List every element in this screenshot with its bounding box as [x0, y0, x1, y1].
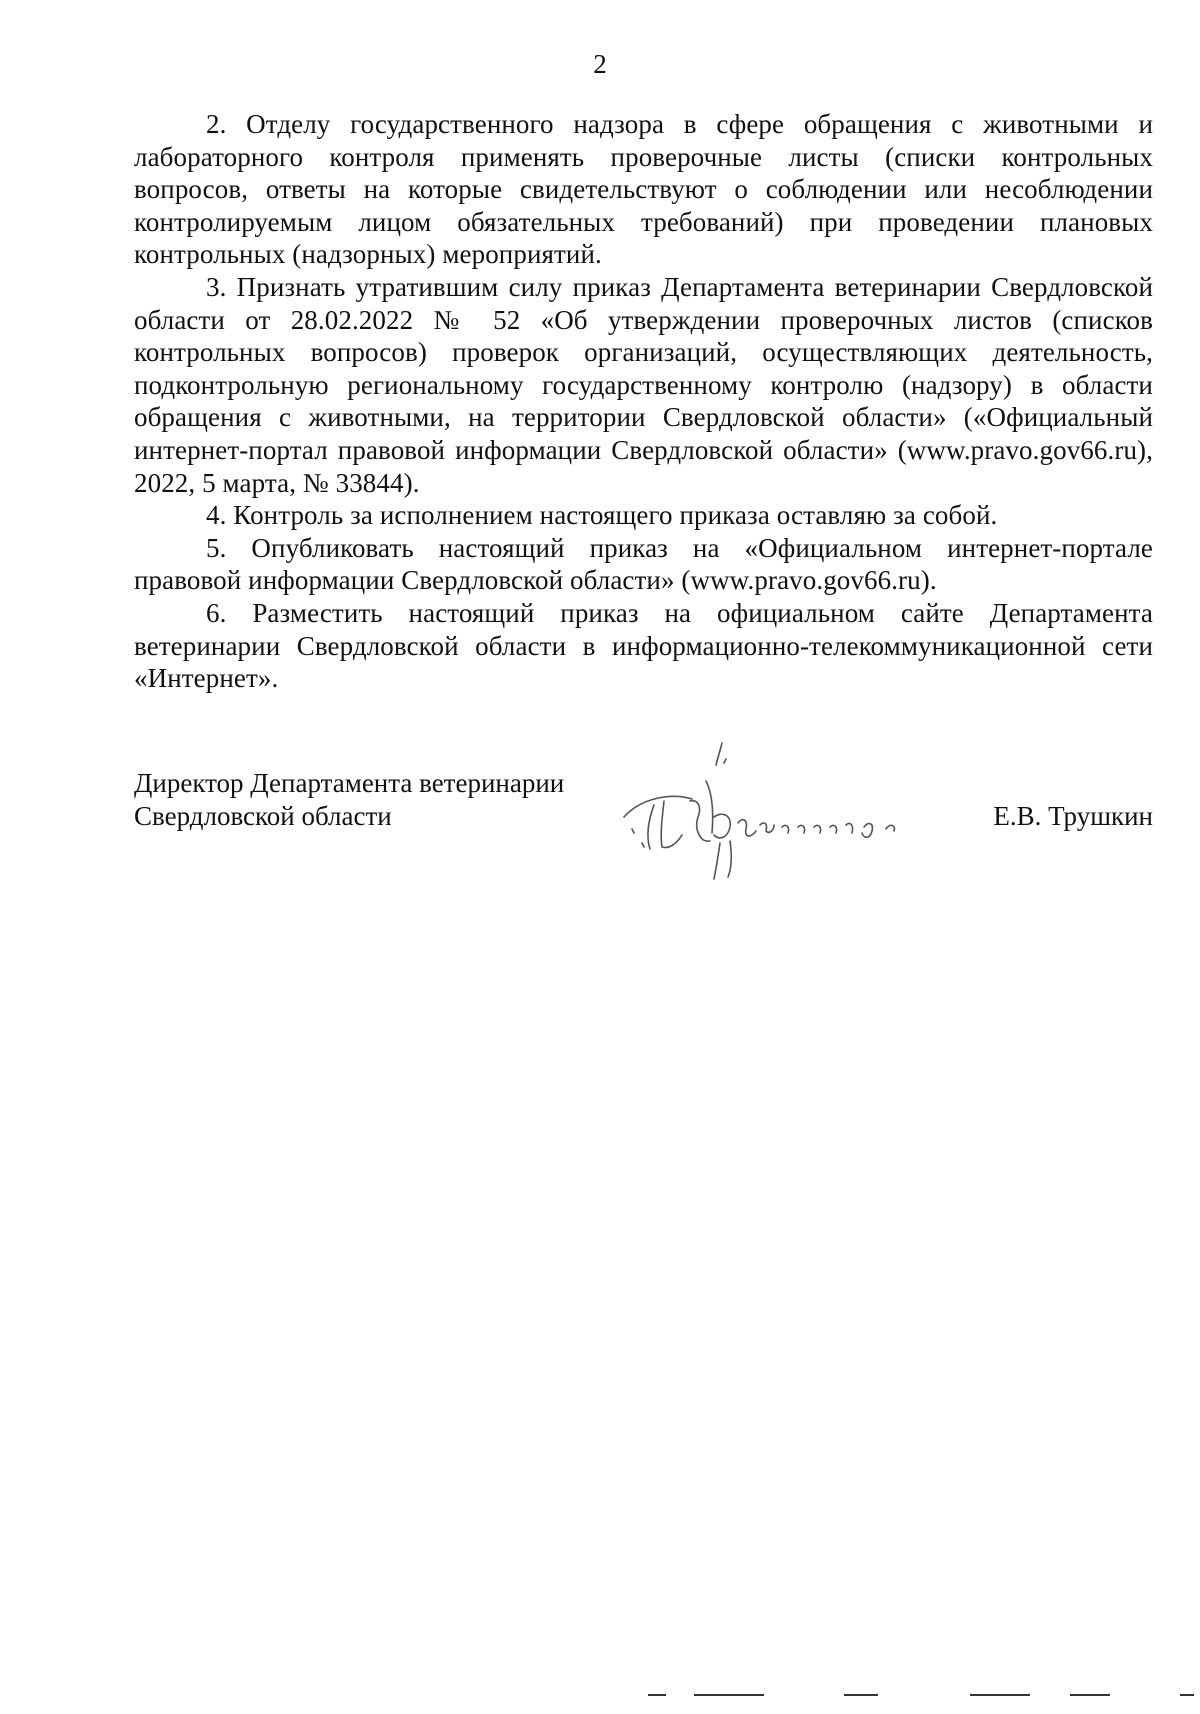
signatory-position-line2: Свердловской области [134, 801, 392, 831]
scan-mark [694, 1694, 764, 1696]
signature-block [134, 767, 1153, 897]
paragraph-2: 2. Отделу государственного надзора в сфере обращения с животными и лабораторного контроля применять проверочные листы (списки контрольных вопросов, ответы на которые свидетельствуют о соблюдении или несоблюдении контролируемым лицом обязательных требований) при проведении плановых контрольных (надзорных) мероприятий. [134, 109, 1153, 270]
signature-strokes [624, 743, 894, 879]
scan-mark [970, 1694, 1030, 1696]
signatory-name: Е.В. Трушкин [993, 801, 1153, 831]
signatory-position [134, 767, 604, 833]
page-number: 2 [593, 49, 607, 79]
scan-mark [1180, 1694, 1194, 1696]
paragraph-6: 6. Разместить настоящий приказ на официальном сайте Департамента ветеринарии Свердловской области в информационно-телекоммуникационной сети «Интернет». [134, 597, 1153, 694]
document-body [134, 108, 1153, 695]
paragraph-4: 4. Контроль за исполнением настоящего приказа оставляю за собой. [206, 500, 998, 531]
paragraph-3: 3. Признать утратившим силу приказ Департамента ветеринарии Свердловской области от 28.02.2022 № 52 «Об утверждении проверочных листов (списков контрольных вопросов) проверок организаций, осуществляющих деятельность, подконтрольную региональному государственному контролю (надзору) в области обращения с животными, на территории Свердловской области» («Официальный интернет-портал правовой информации Свердловской области» (www.pravo.gov66.ru), 2022, 5 марта, № 33844). [134, 271, 1153, 498]
scan-mark [844, 1694, 878, 1696]
scan-edge-marks [0, 1690, 1200, 1700]
signatory-position-line1: Директор Департамента ветеринарии [134, 768, 565, 798]
scan-mark [1070, 1694, 1110, 1696]
scan-mark [648, 1694, 666, 1696]
paragraph-5: 5. Опубликовать настоящий приказ на «Официальном интернет-портале правовой информации Свердловской области» (www.pravo.gov66.ru). [134, 532, 1153, 596]
